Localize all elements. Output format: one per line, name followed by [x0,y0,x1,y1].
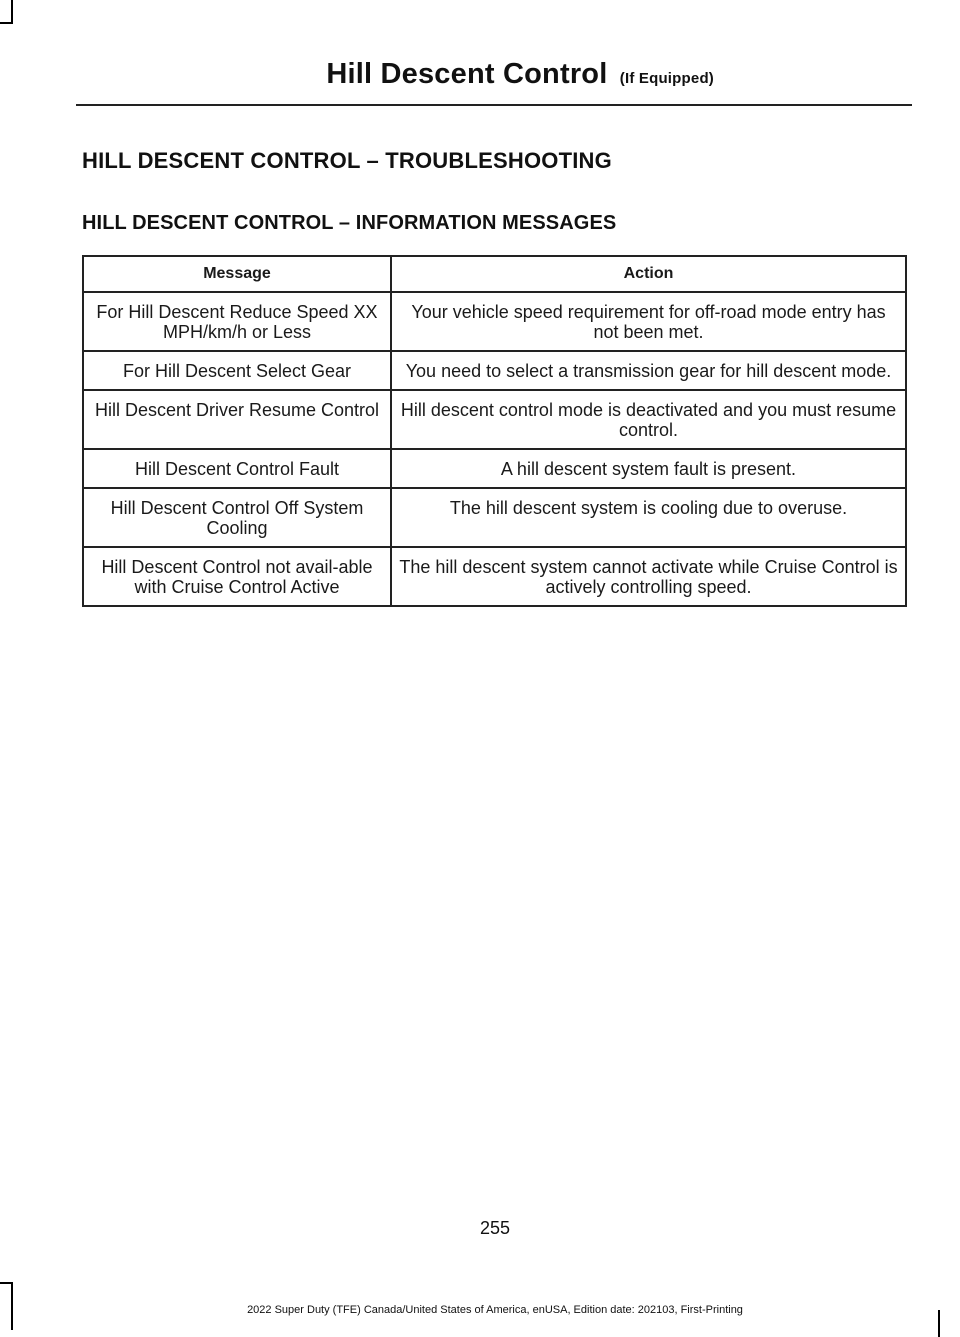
message-cell: Hill Descent Control Off System Cooling [83,488,391,547]
message-cell: For Hill Descent Reduce Speed XX MPH/km/h or Less [83,292,391,351]
header-divider [76,104,912,106]
action-cell: You need to select a transmission gear for hill descent mode. [391,351,906,390]
table-header-row [83,256,906,292]
crop-mark [0,22,13,24]
page-header [326,58,714,91]
page-header-subtitle: (If Equipped) [619,70,714,87]
message-cell: Hill Descent Control not avail-able with Cruise Control Active [83,547,391,606]
action-cell: Your vehicle speed requirement for off-road mode entry has not been met. [391,292,906,351]
table-row [83,449,906,488]
action-cell: The hill descent system is cooling due to overuse. [391,488,906,547]
message-cell: Hill Descent Control Fault [83,449,391,488]
page-header-title: Hill Descent Control [326,58,608,90]
action-cell: The hill descent system cannot activate while Cruise Control is actively controlling speed. [391,547,906,606]
table-row [83,292,906,351]
table-row [83,351,906,390]
crop-mark [0,1282,13,1284]
information-messages-table [82,255,907,607]
crop-mark [11,0,13,23]
message-cell: Hill Descent Driver Resume Control [83,390,391,449]
section-title: HILL DESCENT CONTROL – TROUBLESHOOTING [82,148,612,173]
footer-edition-info: 2022 Super Duty (TFE) Canada/United States of America, enUSA, Edition date: 202103, First-Printing [247,1304,743,1316]
table-row [83,488,906,547]
subsection-title: HILL DESCENT CONTROL – INFORMATION MESSAGES [82,212,617,234]
action-cell: A hill descent system fault is present. [391,449,906,488]
message-cell: For Hill Descent Select Gear [83,351,391,390]
column-header-action: Action [391,256,906,292]
page-number: 255 [479,1218,511,1238]
action-cell: Hill descent control mode is deactivated and you must resume control. [391,390,906,449]
column-header-message: Message [83,256,391,292]
table-row [83,390,906,449]
table-row [83,547,906,606]
